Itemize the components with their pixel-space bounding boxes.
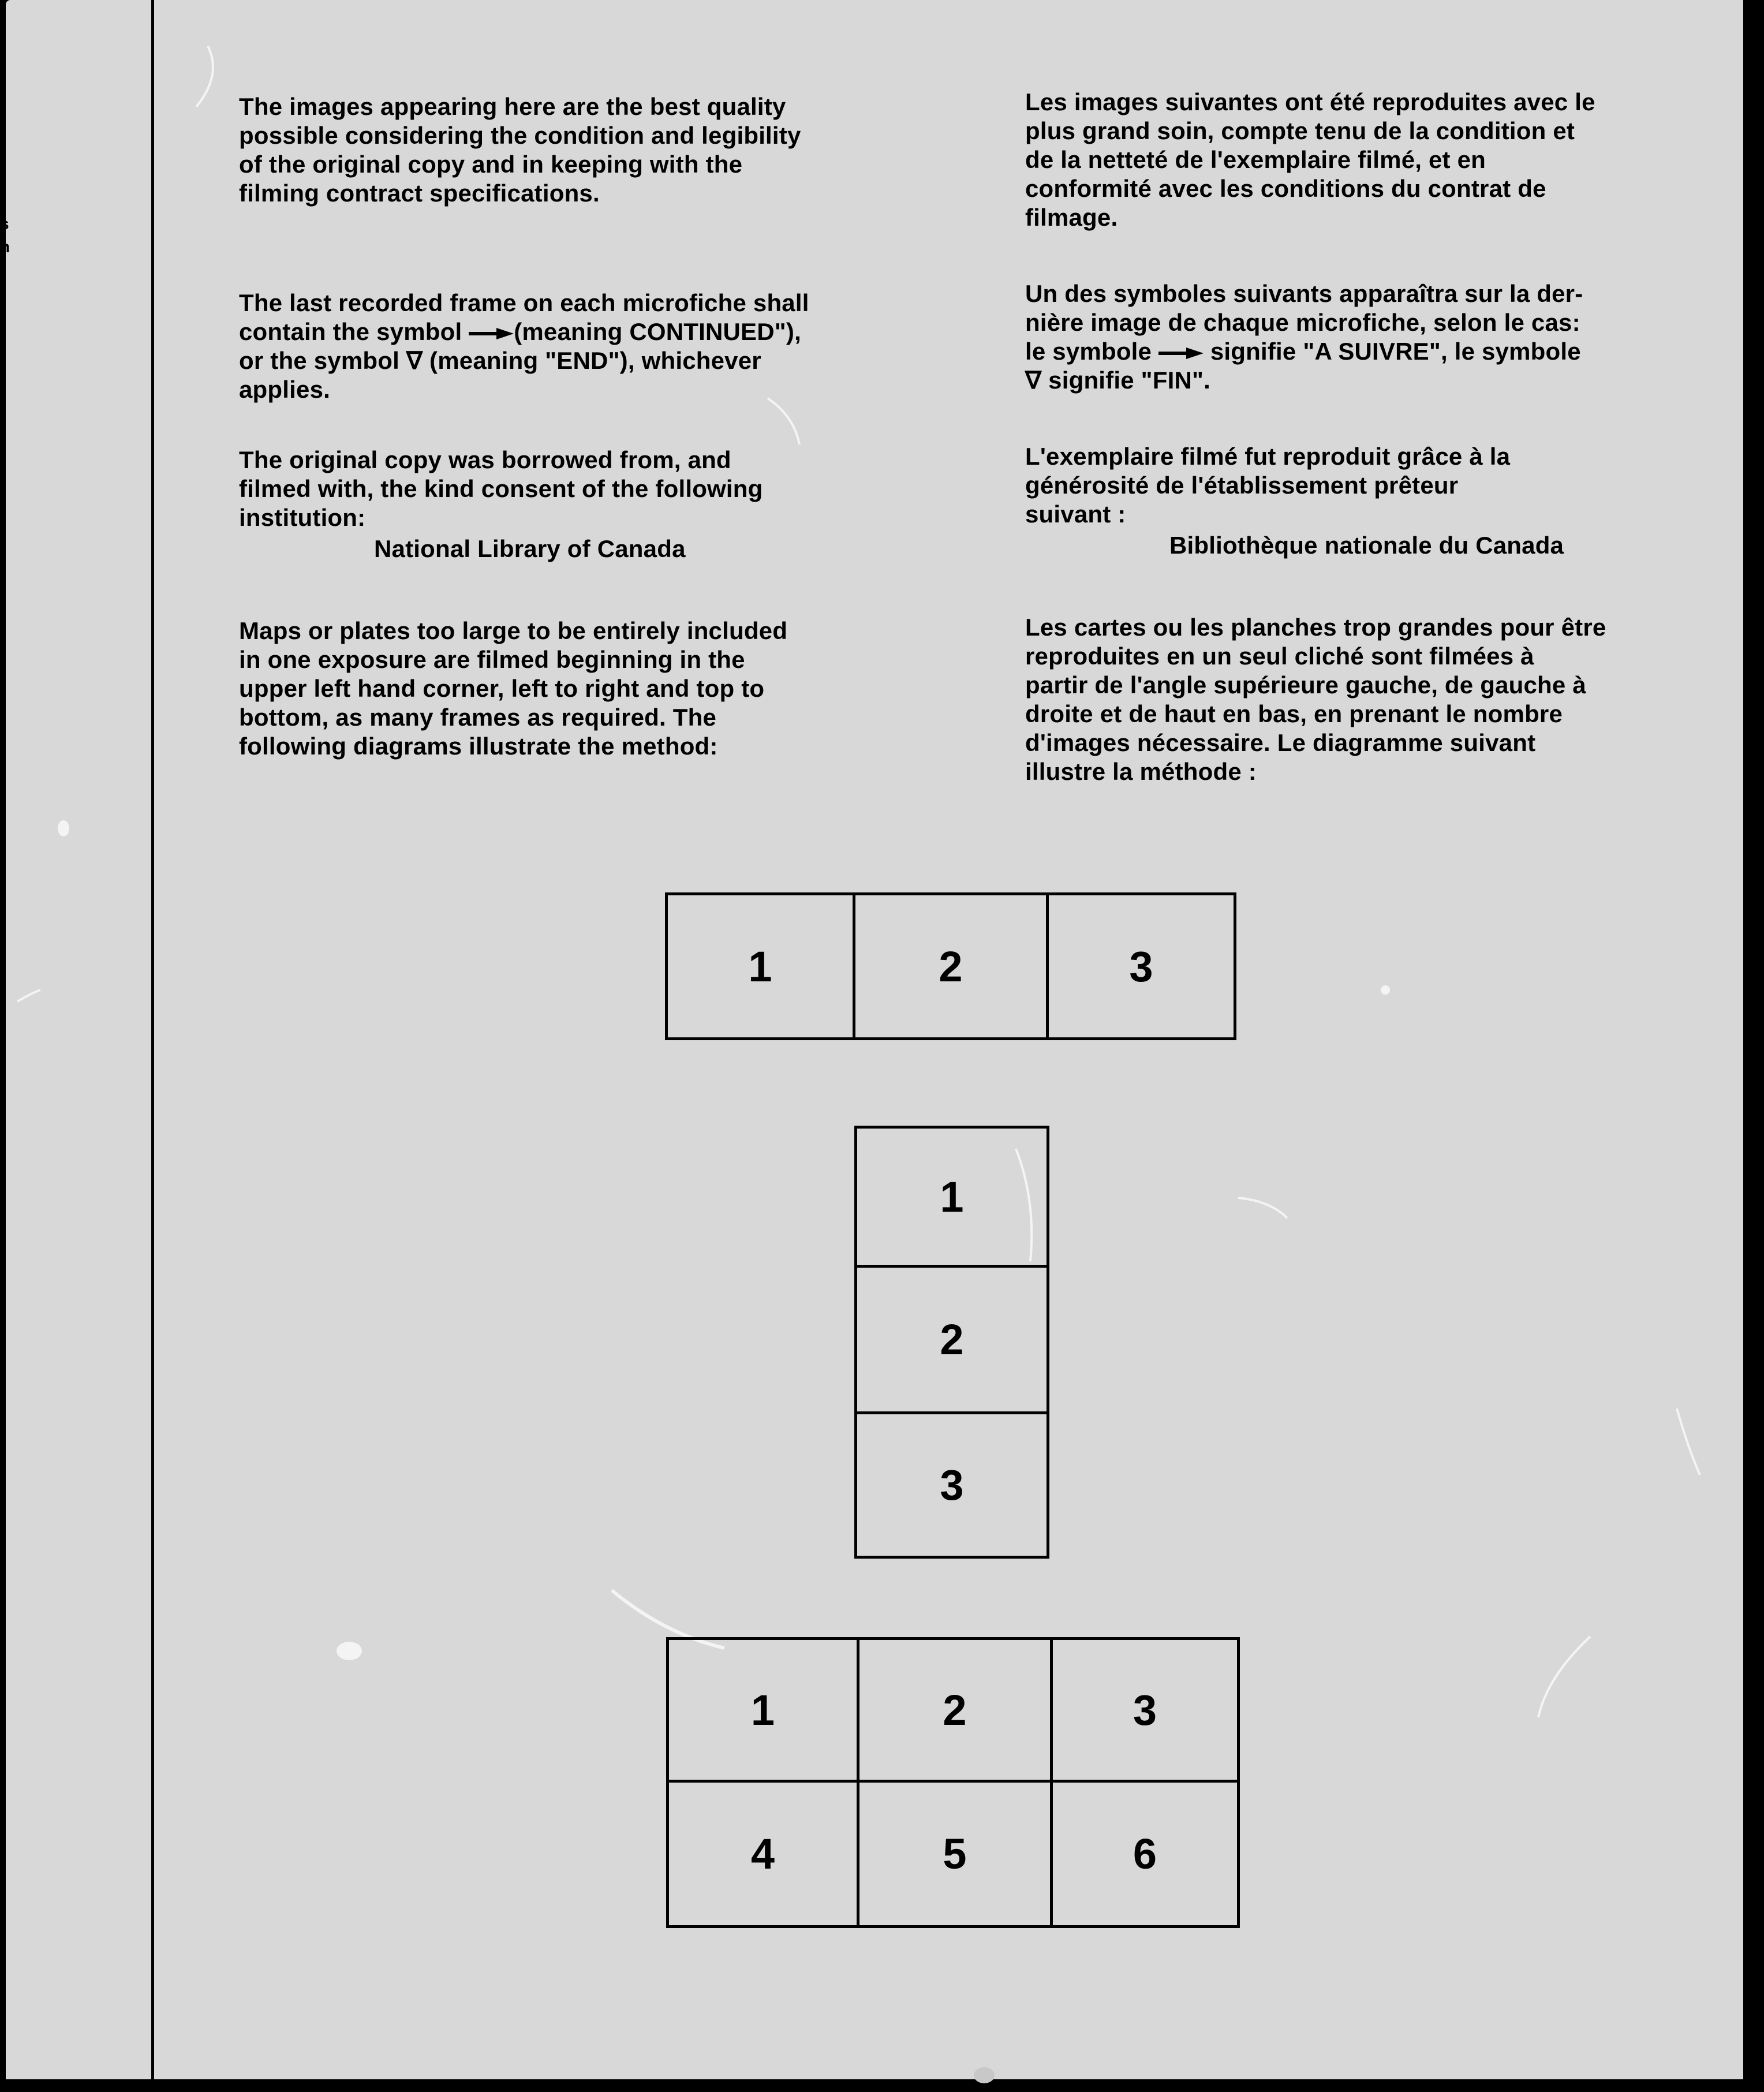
french-paragraph-institution: L'exemplaire filmé fut reproduit grâce à la générosité de l'établissement prêteur suivant : xyxy=(1025,443,1511,528)
diagram-vertical-cell-1: 1 xyxy=(854,1126,1049,1268)
english-paragraph-symbol-line-3 xyxy=(239,346,809,375)
diagram-horizontal-cell-1: 1 xyxy=(665,892,855,1040)
english-column xyxy=(239,92,809,761)
diagram-vertical xyxy=(854,1126,1049,1559)
french-paragraph-symbol-line-3 xyxy=(1025,337,1606,366)
english-symbol-end-text-a: or the symbol xyxy=(239,347,406,374)
french-institution-name: Bibliothèque nationale du Canada xyxy=(1169,532,1564,559)
fin-triangle-icon: ∇ xyxy=(1025,367,1042,394)
diagram-grid-cell-4: 4 xyxy=(666,1780,859,1928)
english-paragraph-symbol-line-2 xyxy=(239,317,809,346)
edge-mark-2: n xyxy=(0,238,10,256)
end-triangle-icon: ∇ xyxy=(406,347,423,374)
french-column xyxy=(1025,88,1606,786)
diagram-vertical-cell-3: 3 xyxy=(854,1411,1049,1559)
english-paragraph-quality: The images appearing here are the best quality possible considering the condition and legibility of the original copy and in keeping with the filming contract specifications. xyxy=(239,93,801,207)
suivre-arrow-icon xyxy=(1158,347,1204,360)
french-paragraph-symbol-line-1: Un des symboles suivants apparaîtra sur la der- xyxy=(1025,280,1583,307)
diagram-vertical-cell-2: 2 xyxy=(854,1265,1049,1414)
french-paragraph-symbol-line-2: nière image de chaque microfiche, selon le cas: xyxy=(1025,309,1580,336)
english-institution-name: National Library of Canada xyxy=(374,535,686,562)
english-symbol-text-a: contain the symbol xyxy=(239,318,469,345)
english-paragraph-institution: The original copy was borrowed from, and filmed with, the kind consent of the following institution: xyxy=(239,446,763,531)
diagram-grid xyxy=(666,1637,1240,1928)
diagram-horizontal xyxy=(665,892,1236,1040)
english-symbol-text-b: (meaning CONTINUED"), xyxy=(514,318,801,345)
diagram-horizontal-cell-2: 2 xyxy=(853,892,1049,1040)
french-symbol-text-a: le symbole xyxy=(1025,338,1158,365)
continued-arrow-icon xyxy=(469,327,514,340)
french-paragraph-maps: Les cartes ou les planches trop grandes pour être reproduites en un seul cliché sont filmées à partir de l'angle supérieure gauche, de gauche à droite et de haut en bas, en prenant le nombre d'images nécessaire. Le diagramme suivant illustre la méthode : xyxy=(1025,614,1606,785)
diagram-grid-cell-2: 2 xyxy=(857,1637,1053,1783)
french-symbol-text-b: signifie "A SUIVRE", le symbole xyxy=(1203,338,1581,365)
french-paragraph-symbol-line-4 xyxy=(1025,366,1606,395)
diagram-grid-cell-6: 6 xyxy=(1050,1780,1240,1928)
french-symbol-end-text: signifie "FIN". xyxy=(1041,367,1211,394)
diagram-grid-cell-3: 3 xyxy=(1050,1637,1240,1783)
english-paragraph-symbol-line-1: The last recorded frame on each microfiche shall xyxy=(239,289,809,316)
english-symbol-end-text-b: (meaning "END"), whichever xyxy=(429,347,761,374)
english-paragraph-symbol-line-4: applies. xyxy=(239,376,330,403)
edge-mark-1: s xyxy=(0,215,9,233)
english-paragraph-maps: Maps or plates too large to be entirely included in one exposure are filmed beginning in the upper left hand corner, left to right and top to bottom, as many frames as required. The following diagrams illustrate the method: xyxy=(239,617,788,760)
french-paragraph-quality: Les images suivantes ont été reproduites avec le plus grand soin, compte tenu de la condition et de la netteté de l'exemplaire filmé, et en conformité avec les conditions du contrat de filmage. xyxy=(1025,88,1595,231)
diagram-grid-cell-1: 1 xyxy=(666,1637,859,1783)
diagram-horizontal-cell-3: 3 xyxy=(1046,892,1236,1040)
diagram-grid-cell-5: 5 xyxy=(857,1780,1053,1928)
